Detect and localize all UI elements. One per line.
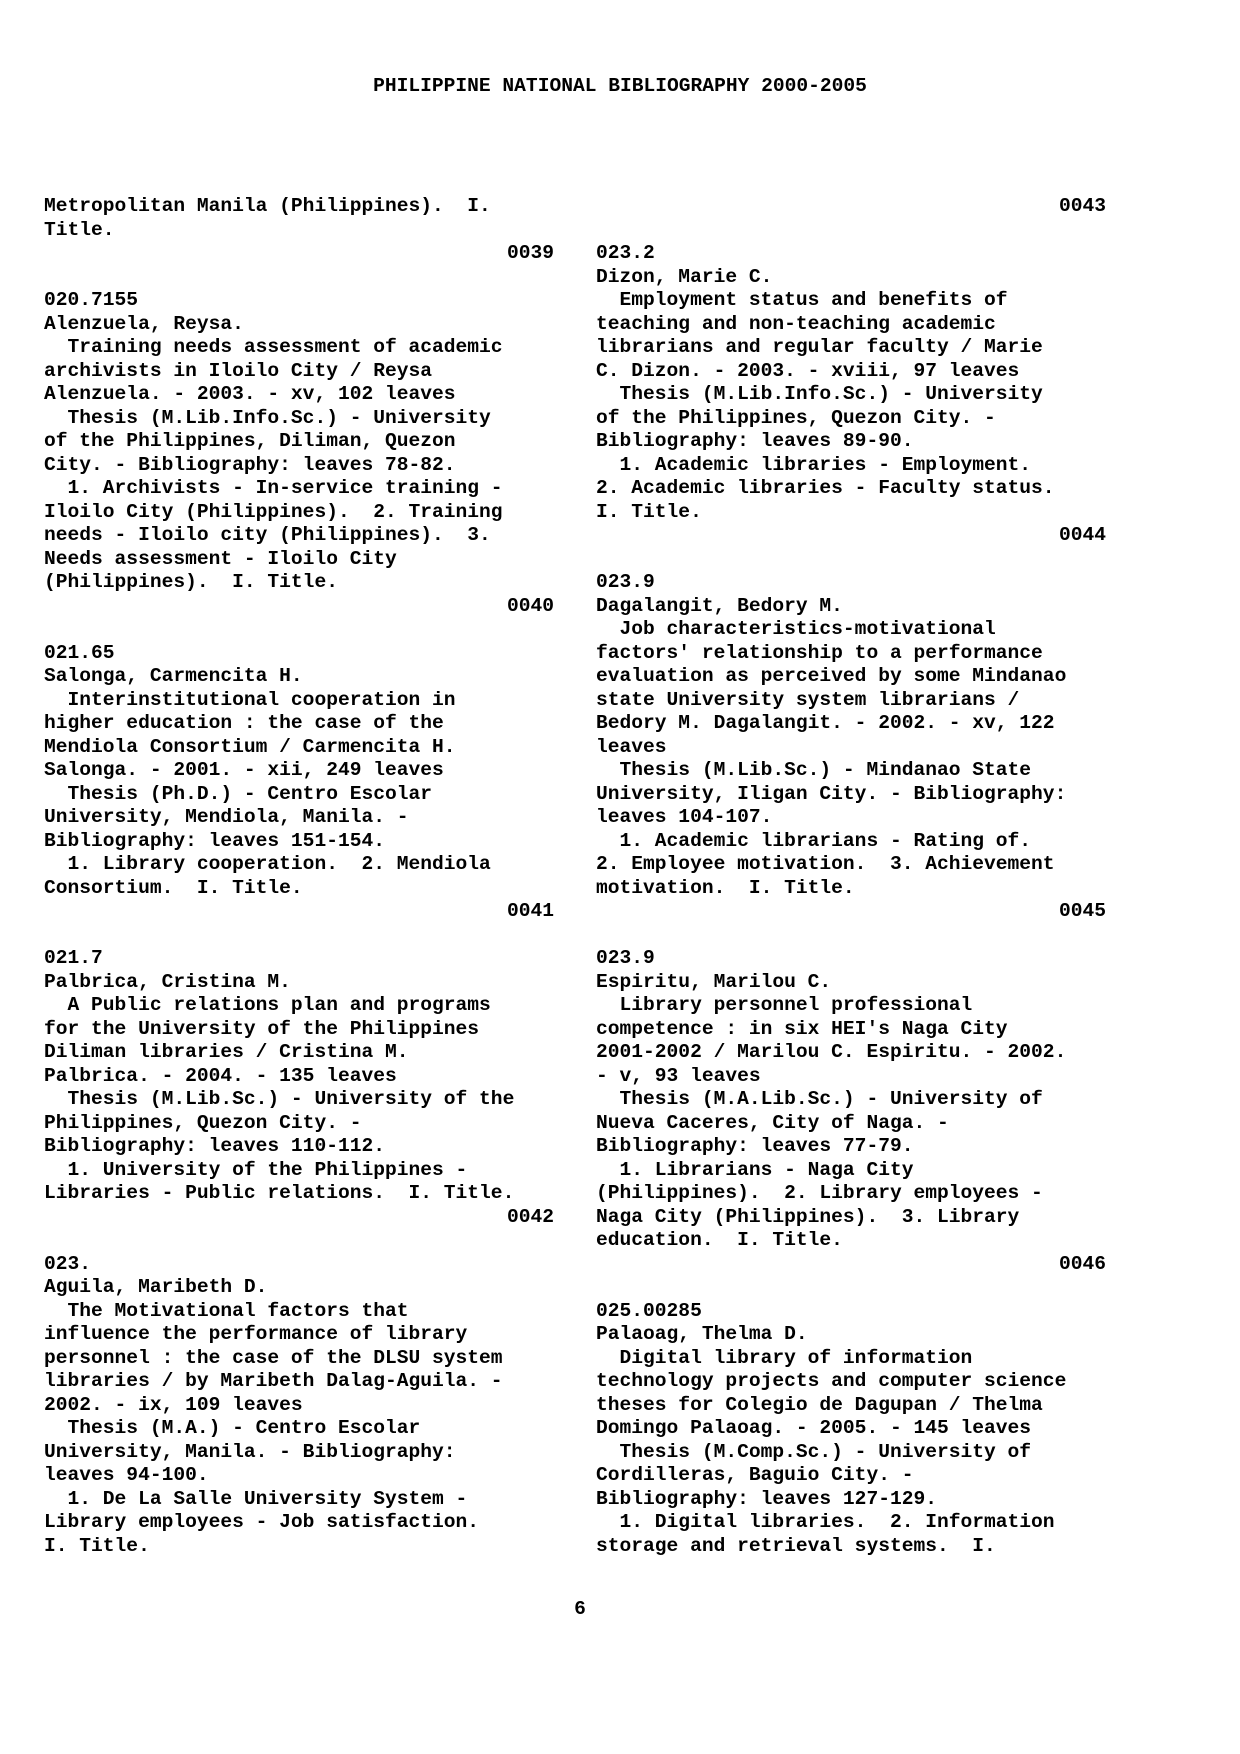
text-line: Thesis (M.Lib.Info.Sc.) - University (44, 406, 491, 429)
text-line: 1. Librarians - Naga City (596, 1158, 914, 1181)
text-line: Alenzuela, Reysa. (44, 312, 244, 335)
text-line: Aguila, Maribeth D. (44, 1276, 268, 1298)
text-line: Job characteristics-motivational (596, 618, 996, 640)
text-line: 1. De La Salle University System - (44, 1487, 468, 1510)
text-line: teaching and non-teaching academic (596, 312, 996, 335)
text-line: The Motivational factors that (44, 1299, 409, 1322)
text-line: Needs assessment - Iloilo City (44, 547, 397, 570)
text-line: Title. (44, 218, 115, 241)
text-line: 020.7155 (44, 289, 139, 311)
text-line: librarians and regular faculty / Marie (596, 336, 1043, 358)
entry-number: 0041 (506, 900, 554, 922)
text-line: Dagalangit, Bedory M. (596, 594, 843, 617)
text-line: Library employees - Job satisfaction. (44, 1511, 480, 1533)
text-line: Libraries - Public relations. I. Title. (44, 1182, 515, 1204)
text-line: Mendiola Consortium / Carmencita H. (44, 735, 456, 758)
text-line: Cordilleras, Baguio City. - (596, 1464, 914, 1486)
text-line: 2001-2002 / Marilou C. Espiritu. - 2002. (596, 1041, 1067, 1063)
text-line: Bibliography: leaves 110-112. (44, 1135, 385, 1157)
text-line: Interinstitutional cooperation in (44, 688, 456, 711)
text-line: Thesis (M.A.) - Centro Escolar (44, 1417, 421, 1439)
text-line (44, 618, 554, 642)
text-line: leaves (596, 735, 667, 758)
text-line: influence the performance of library (44, 1323, 468, 1345)
text-line: Thesis (M.Lib.Sc.) - Mindanao State (596, 759, 1032, 781)
text-line: leaves 104-107. (596, 806, 773, 828)
text-line: Thesis (M.Lib.Sc.) - University of the (44, 1088, 515, 1110)
text-line: I. Title. (596, 500, 702, 523)
text-line: of the Philippines, Diliman, Quezon (44, 430, 456, 452)
text-line: Bibliography: leaves 127-129. (596, 1487, 937, 1510)
text-line: 2. Academic libraries - Faculty status. (596, 477, 1055, 499)
page-number: 6 (574, 1598, 586, 1620)
text-line: Consortium. I. Title. (44, 876, 303, 899)
text-line: Diliman libraries / Cristina M. (44, 1041, 409, 1063)
text-line (596, 548, 1106, 572)
text-line: Thesis (Ph.D.) - Centro Escolar (44, 782, 433, 805)
text-line: Thesis (M.Lib.Info.Sc.) - University (596, 383, 1043, 405)
entry-number: 0045 (1058, 900, 1106, 922)
text-line: Alenzuela. - 2003. - xv, 102 leaves (44, 383, 456, 405)
text-line: I. Title. (44, 1534, 150, 1557)
text-line: 1. University of the Philippines - (44, 1158, 468, 1181)
text-line: Espiritu, Marilou C. (596, 970, 832, 993)
text-line: 1. Digital libraries. 2. Information (596, 1511, 1055, 1533)
text-line: technology projects and computer science (596, 1370, 1067, 1392)
text-line: Employment status and benefits of (596, 289, 1008, 311)
text-line: archivists in Iloilo City / Reysa (44, 359, 433, 382)
text-line: Philippines, Quezon City. - (44, 1111, 362, 1134)
text-line: Thesis (M.A.Lib.Sc.) - University of (596, 1088, 1043, 1110)
text-line: state University system librarians / (596, 688, 1020, 711)
text-line: (Philippines). 2. Library employees - (596, 1182, 1043, 1204)
text-line: Bibliography: leaves 77-79. (596, 1135, 914, 1157)
text-line: 2002. - ix, 109 leaves (44, 1393, 303, 1416)
text-line (596, 219, 1106, 243)
entry-number: 0044 (1058, 524, 1106, 546)
text-line: 023. (44, 1252, 92, 1275)
text-line: 021.65 (44, 641, 115, 664)
text-line: Bibliography: leaves 89-90. (596, 430, 914, 452)
text-line: 023.9 (596, 947, 655, 969)
text-line (596, 924, 1106, 948)
text-line: 025.00285 (596, 1299, 702, 1322)
text-line: 1. Library cooperation. 2. Mendiola (44, 853, 491, 875)
left-column (44, 195, 554, 1558)
text-line: Digital library of information (596, 1346, 973, 1369)
text-line: Naga City (Philippines). 3. Library (596, 1205, 1020, 1228)
text-line: factors' relationship to a performance (596, 641, 1043, 664)
text-line (596, 1276, 1106, 1300)
text-line: Bibliography: leaves 151-154. (44, 829, 385, 852)
text-line: competence : in six HEI's Naga City (596, 1017, 1008, 1040)
text-line: motivation. I. Title. (596, 876, 855, 899)
text-line: 1. Archivists - In-service training - (44, 477, 503, 499)
text-line: University, Mendiola, Manila. - (44, 806, 409, 828)
text-line: (Philippines). I. Title. (44, 571, 338, 593)
text-line: Palaoag, Thelma D. (596, 1323, 808, 1345)
text-line: 021.7 (44, 947, 103, 969)
text-line: 023.2 (596, 242, 655, 264)
text-line: Domingo Palaoag. - 2005. - 145 leaves (596, 1417, 1032, 1439)
text-line: Training needs assessment of academic (44, 336, 503, 358)
text-line: of the Philippines, Quezon City. - (596, 406, 996, 429)
text-line: personnel : the case of the DLSU system (44, 1346, 503, 1369)
text-line: University, Manila. - Bibliography: (44, 1440, 456, 1463)
text-line: higher education : the case of the (44, 712, 444, 734)
text-line: Bedory M. Dagalangit. - 2002. - xv, 122 (596, 712, 1055, 734)
text-line: Dizon, Marie C. (596, 265, 773, 288)
text-line: theses for Colegio de Dagupan / Thelma (596, 1393, 1043, 1416)
text-line: Salonga, Carmencita H. (44, 665, 303, 687)
text-line: C. Dizon. - 2003. - xviii, 97 leaves (596, 359, 1020, 382)
text-line: needs - Iloilo city (Philippines). 3. (44, 524, 491, 546)
text-line: Metropolitan Manila (Philippines). I. (44, 195, 491, 217)
text-line: leaves 94-100. (44, 1464, 209, 1486)
text-line: education. I. Title. (596, 1229, 843, 1251)
text-line: 1. Academic libraries - Employment. (596, 453, 1032, 476)
text-line (44, 924, 554, 948)
entry-number: 0039 (506, 242, 554, 264)
text-line: Library personnel professional (596, 994, 973, 1016)
text-line: 1. Academic librarians - Rating of. (596, 829, 1032, 852)
text-line: Thesis (M.Comp.Sc.) - University of (596, 1440, 1032, 1463)
entry-number: 0043 (1058, 195, 1106, 217)
right-column (596, 195, 1106, 1558)
text-line (44, 1229, 554, 1253)
text-line: 023.9 (596, 571, 655, 593)
text-line: University, Iligan City. - Bibliography: (596, 782, 1067, 805)
text-line: libraries / by Maribeth Dalag-Aguila. - (44, 1370, 503, 1392)
entry-number: 0046 (1058, 1252, 1106, 1275)
text-line: - v, 93 leaves (596, 1064, 761, 1087)
text-line: Nueva Caceres, City of Naga. - (596, 1111, 949, 1134)
entry-number: 0042 (506, 1205, 554, 1228)
text-line: Palbrica. - 2004. - 135 leaves (44, 1064, 397, 1087)
text-line: storage and retrieval systems. I. (596, 1534, 996, 1557)
text-line: Iloilo City (Philippines). 2. Training (44, 500, 503, 523)
text-line (44, 266, 554, 290)
page-header: PHILIPPINE NATIONAL BIBLIOGRAPHY 2000-2005 (373, 75, 867, 97)
text-line: for the University of the Philippines (44, 1017, 480, 1040)
entry-number: 0040 (506, 594, 554, 617)
text-line: 2. Employee motivation. 3. Achievement (596, 853, 1055, 875)
text-line: Salonga. - 2001. - xii, 249 leaves (44, 759, 444, 781)
text-line: A Public relations plan and programs (44, 994, 491, 1016)
text-line: Palbrica, Cristina M. (44, 970, 291, 993)
text-line: evaluation as perceived by some Mindanao (596, 665, 1067, 687)
text-line: City. - Bibliography: leaves 78-82. (44, 453, 456, 476)
